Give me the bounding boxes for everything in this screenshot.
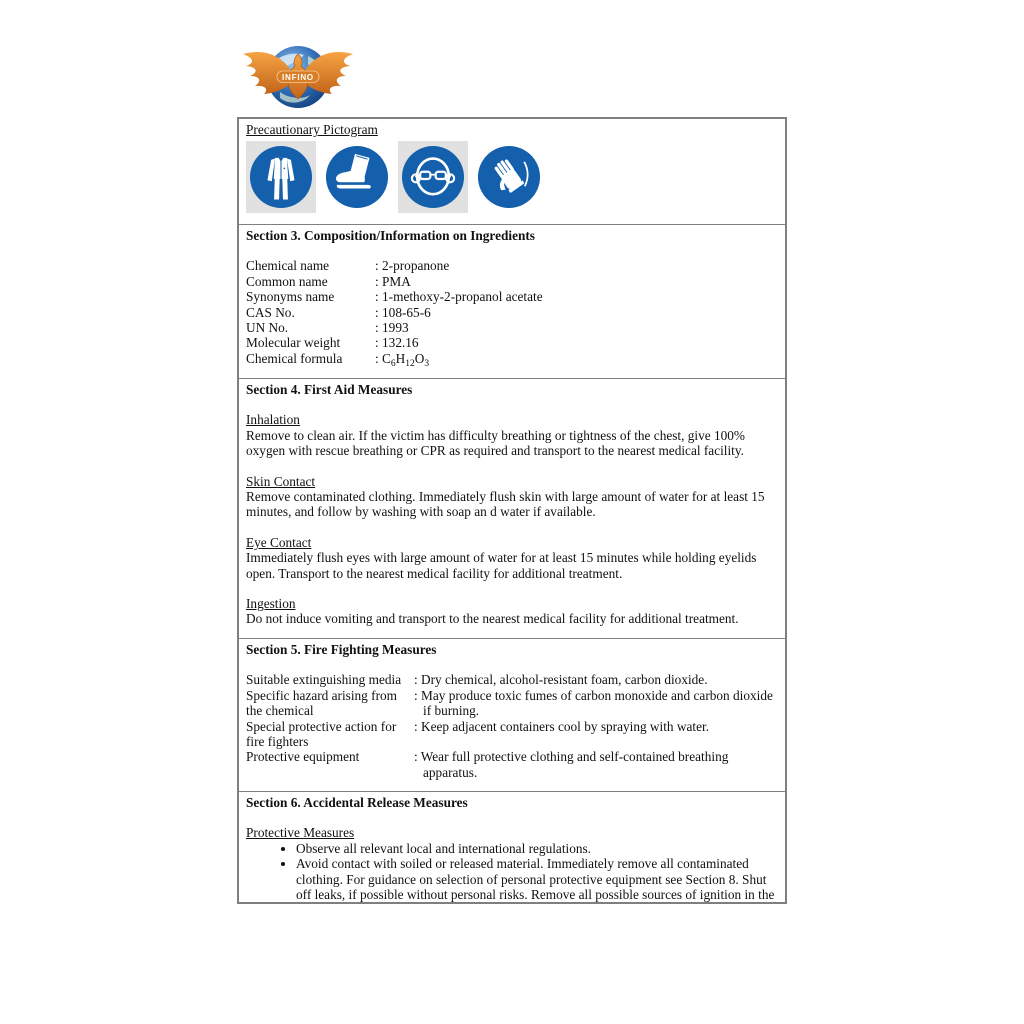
field-value: : May produce toxic fumes of carbon monoxide and carbon dioxide if burning. — [414, 687, 773, 719]
pictogram-tile — [474, 141, 544, 213]
field-label: Common name — [246, 273, 328, 289]
pictogram-tile — [246, 141, 316, 213]
wear-protective-clothing-icon — [248, 144, 314, 210]
pictogram-tile — [398, 141, 468, 213]
table-row-chemical-formula — [246, 350, 778, 369]
first-aid-heading: Skin Contact — [246, 473, 316, 489]
infino-logo — [238, 40, 358, 110]
field-value: : 1993 — [375, 320, 409, 336]
first-aid-item — [246, 535, 778, 581]
field-label: Specific hazard arising from the chemical — [246, 687, 398, 719]
table-row — [246, 672, 778, 687]
section-4-title: Section 4. First Aid Measures — [246, 382, 413, 397]
table-row — [246, 335, 778, 350]
section-5-fire-fighting — [239, 638, 785, 791]
protective-measures-list — [246, 841, 778, 902]
table-row — [246, 749, 778, 780]
table-row — [246, 305, 778, 320]
table-row — [246, 258, 778, 273]
field-label: Special protective action for fire fighters — [246, 718, 397, 750]
first-aid-text: Remove contaminated clothing. Immediately flush skin with large amount of water for at least 15 minutes, and follow by washing with soap an d water if available. — [246, 489, 765, 520]
field-label: UN No. — [246, 320, 289, 336]
table-row — [246, 688, 778, 719]
section-6-title: Section 6. Accidental Release Measures — [246, 795, 468, 810]
sds-document-table — [237, 117, 787, 904]
precautionary-pictogram-row — [239, 119, 785, 224]
wear-eye-protection-icon — [400, 144, 466, 210]
protective-measures-heading: Protective Measures — [246, 825, 355, 841]
table-row — [246, 719, 778, 750]
table-row — [246, 274, 778, 289]
first-aid-text: Do not induce vomiting and transport to the nearest medical facility for additional treatment. — [246, 611, 739, 627]
field-value: : PMA — [375, 273, 411, 289]
field-value: : 132.16 — [375, 335, 419, 351]
field-value: : 1-methoxy-2-propanol acetate — [375, 289, 543, 305]
pictogram-tile — [322, 141, 392, 213]
field-label: CAS No. — [246, 304, 295, 320]
field-label: Chemical formula — [246, 350, 343, 366]
field-value: : 108-65-6 — [375, 304, 431, 320]
field-label: Suitable extinguishing media — [246, 672, 402, 688]
first-aid-item — [246, 412, 778, 458]
field-value: : $C_6H_{12}O_3$ — [375, 350, 430, 369]
first-aid-heading: Eye Contact — [246, 534, 312, 550]
list-item: • Avoid contact with soiled or released material. Immediately remove all contaminated clothing. For guidance on selection of personal protective equipment see Section 8. Shut off leaks, if possible without personal risks. Remove all possible sources of ignition in the — [296, 856, 778, 902]
section-4-first-aid — [239, 378, 785, 638]
field-label: Chemical name — [246, 258, 330, 274]
first-aid-heading: Inhalation — [246, 412, 300, 428]
field-value: : Keep adjacent containers cool by spraying with water. — [414, 718, 710, 734]
pictogram-strip — [246, 141, 778, 213]
section-3-composition — [239, 224, 785, 378]
field-value: : Wear full protective clothing and self-contained breathing apparatus. — [414, 749, 729, 780]
wear-protective-gloves-icon — [476, 144, 542, 210]
pictogram-row-title: Precautionary Pictogram — [246, 122, 378, 137]
first-aid-item — [246, 474, 778, 520]
field-value: : 2-propanone — [375, 258, 450, 274]
first-aid-item — [246, 596, 778, 627]
first-aid-text: Immediately flush eyes with large amount of water for at least 15 minutes while holding eyelids open. Transport to the nearest medical facility for additional treatment. — [246, 550, 757, 581]
globe-wings-logo-icon — [238, 40, 358, 110]
section-5-title: Section 5. Fire Fighting Measures — [246, 642, 437, 657]
list-item: • Observe all relevant local and international regulations. — [296, 841, 778, 856]
field-value: : Dry chemical, alcohol-resistant foam, carbon dioxide. — [414, 672, 708, 688]
table-row — [246, 320, 778, 335]
first-aid-heading: Ingestion — [246, 596, 296, 612]
first-aid-text: Remove to clean air. If the victim has difficulty breathing or tightness of the chest, give 100% oxygen with rescue breathing or CPR as required and transport to the nearest medical facility. — [246, 427, 745, 459]
wear-safety-footwear-icon — [324, 144, 390, 210]
field-label: Synonyms name — [246, 289, 335, 305]
table-row — [246, 289, 778, 304]
field-label: Molecular weight — [246, 335, 341, 351]
field-label: Protective equipment — [246, 749, 360, 765]
section-3-title: Section 3. Composition/Information on Ingredients — [246, 228, 535, 243]
logo-text: INFINO — [282, 73, 314, 82]
section-6-accidental-release — [239, 791, 785, 902]
